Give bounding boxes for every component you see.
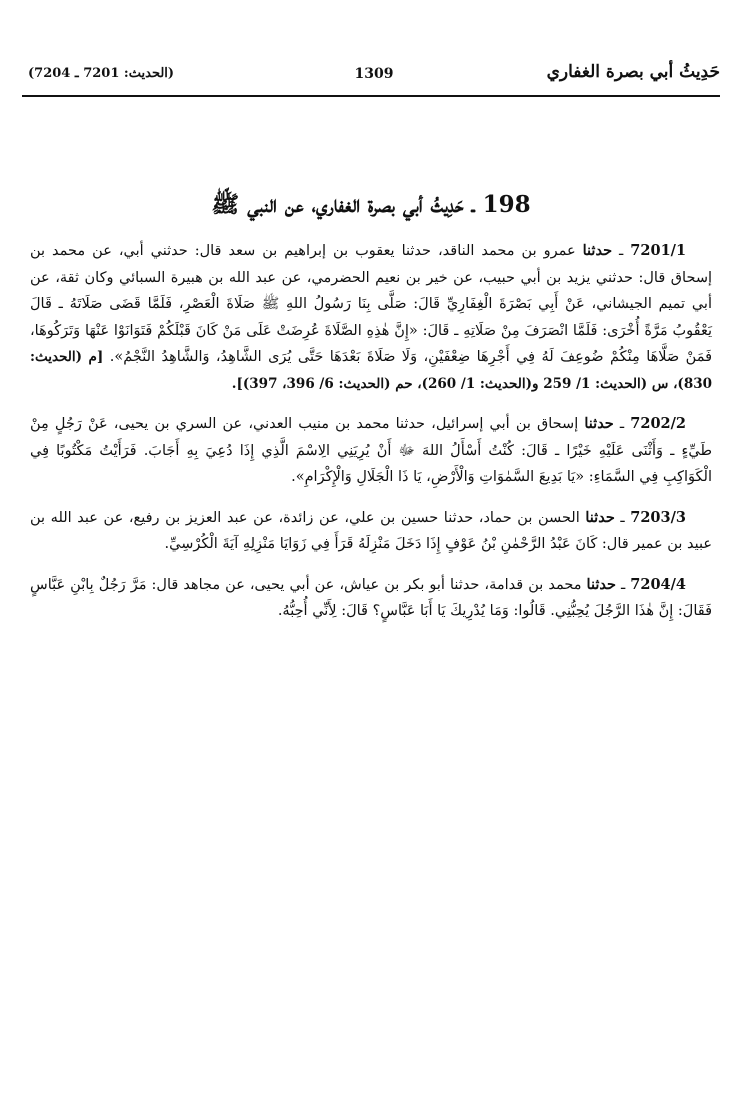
hadith-number: 7204/4 xyxy=(630,575,687,593)
hadith-lead: حدثنا xyxy=(584,415,614,432)
page-header xyxy=(28,62,720,90)
hadith-range: (الحديث: 7201 ـ 7204) xyxy=(28,66,175,81)
hadith-paragraph: 7202/2 ـ حدثنا إسحاق بن أبي إسرائيل، حدثنا محمد بن منيب العدني، عن السري بن يحيى، عَنْ رَجُلٍ مِنْ طَيِّءٍ ـ وَأَثْنَى عَلَيْهِ خَيْرًا ـ قَالَ: كُنْتُ أَسْأَلُ اللهَ ﷻ أَنْ يُرِيَنِي الِاسْمَ الَّذِي إِذَا دُعِيَ بِهِ أَجَابَ. فَرَأَيْتُ مَكْتُوبًا فِي الْكَوَاكِبِ فِي السَّمَاءِ: «يَا بَدِيعَ السَّمٰوَاتِ وَالْأَرْضِ، يَا ذَا الْجَلَالِ وَالْإِكْرَامِ». xyxy=(30,415,712,485)
hadith-paragraph: 7201/1 ـ حدثنا عمرو بن محمد الناقد، حدثنا يعقوب بن إبراهيم بن سعد قال: حدثني أبي، عن محمد بن إسحاق قال: حدثني يزيد بن أبي حبيب، عن خير بن نعيم الحضرمي، عن عبد الله بن هبيرة السبائي وكان ثقة، عن أبي تميم الجيشاني، عَنْ أَبِي بَصْرَةَ الْغِفَارِيِّ قَالَ: صَلَّى بِنَا رَسُولُ اللهِ ﷺ صَلَاةَ الْعَصْرِ، فَلَمَّا قَضَى صَلَاتَهُ ـ قَالَ يَعْقُوبُ مَرَّةً أُخْرَى: فَلَمَّا انْصَرَفَ مِنْ صَلَاتِهِ ـ قَالَ: «إِنَّ هٰذِهِ الصَّلَاةَ عُرِضَتْ عَلَى مَنْ كَانَ قَبْلَكُمْ فَتَوَانَوْا عَنْهَا وَتَرَكُوهَا، فَمَنْ صَلَّاهَا مِنْكُمْ ضُوعِفَ لَهُ فِي أَجْرِهَا ضِعْفَيْنِ، وَلَا صَلَاةَ بَعْدَهَا حَتَّى يُرَى الشَّاهِدُ، وَالشَّاهِدُ النَّجْمُ». [م (الحديث: 830)، س (الحديث: 1/ 259 و(الحديث: 1/ 260)، حم (الحديث: 6/ 396، 397)]. xyxy=(30,242,713,392)
hadith-lead: حدثنا xyxy=(585,508,615,526)
hadith-number: 7201/1 xyxy=(630,242,687,259)
hadith-paragraph: 7204/4 ـ حدثنا محمد بن قدامة، حدثنا أبو بكر بن عياش، عن أبي يحيى، عن مجاهد قال: مَرَّ رَجُلٌ بِابْنِ عَبَّاسٍ فَقَالَ: إِنَّ هٰذَا الرَّجُلَ يُحِبُّنِي. قَالُوا: وَمَا يُدْرِيكَ يَا أَبَا عَبَّاسٍ؟ قَالَ: لِأَنِّي أُحِبُّهُ. xyxy=(30,575,712,619)
hadith-number: 7203/3 xyxy=(630,508,686,526)
hadith-text: محمد بن قدامة، حدثنا أبو بكر بن عياش، عن أبي يحيى، عن مجاهد قال: مَرَّ رَجُلٌ بِابْنِ عَبَّاسٍ فَقَالَ: إِنَّ هٰذَا الرَّجُلَ يُحِبُّنِي. قَالُوا: وَمَا يُدْرِيكَ يَا أَبَا عَبَّاسٍ؟ قَالَ: لِأَنِّي أُحِبُّهُ. xyxy=(30,576,712,619)
hadith-text: إسحاق بن أبي إسرائيل، حدثنا محمد بن منيب العدني، عن السري بن يحيى، عَنْ رَجُلٍ مِنْ طَيِّءٍ ـ وَأَثْنَى عَلَيْهِ خَيْرًا ـ قَالَ: كُنْتُ أَسْأَلُ اللهَ ﷻ أَنْ يُرِيَنِي الِاسْمَ الَّذِي إِذَا دُعِيَ بِهِ أَجَابَ. فَرَأَيْتُ مَكْتُوبًا فِي الْكَوَاكِبِ فِي السَّمَاءِ: «يَا بَدِيعَ السَّمٰوَاتِ وَالْأَرْضِ، يَا ذَا الْجَلَالِ وَالْإِكْرَامِ». xyxy=(30,416,712,485)
hadith-number: 7202/2 xyxy=(630,415,687,432)
hadith-paragraph: 7203/3 ـ حدثنا الحسن بن حماد، حدثنا حسين بن علي، عن زائدة، عن عبد العزيز بن رفيع، عن عبد الله بن عبيد بن عمير قال: كَانَ عَبْدُ الرَّحْمٰنِ بْنُ عَوْفٍ إِذَا دَخَلَ مَنْزِلَهُ قَرَأَ فِي زَوَايَا مَنْزِلِهِ آيَةَ الْكُرْسِيِّ. xyxy=(30,508,712,552)
hadith-text: عمرو بن محمد الناقد، حدثنا يعقوب بن إبراهيم بن سعد قال: حدثني أبي، عن محمد بن إسحاق قال: حدثني يزيد بن أبي حبيب، عن خير بن نعيم الحضرمي، عن عبد الله بن هبيرة السبائي وكان ثقة، عن أبي تميم الجيشاني، عَنْ أَبِي بَصْرَةَ الْغِفَارِيِّ قَالَ: صَلَّى بِنَا رَسُولُ اللهِ ﷺ صَلَاةَ الْعَصْرِ، فَلَمَّا قَضَى صَلَاتَهُ ـ قَالَ يَعْقُوبُ مَرَّةً أُخْرَى: فَلَمَّا انْصَرَفَ مِنْ صَلَاتِهِ ـ قَالَ: «إِنَّ هٰذِهِ الصَّلَاةَ عُرِضَتْ عَلَى مَنْ كَانَ قَبْلَكُمْ فَتَوَانَوْا عَنْهَا وَتَرَكُوهَا، فَمَنْ صَلَّاهَا مِنْكُمْ ضُوعِفَ لَهُ فِي أَجْرِهَا ضِعْفَيْنِ، وَلَا صَلَاةَ بَعْدَهَا حَتَّى يُرَى الشَّاهِدُ، وَالشَّاهِدُ النَّجْمُ». xyxy=(30,243,713,365)
running-title: حَدِيثُ أبي بصرة الغفاري xyxy=(546,62,720,82)
page-number: 1309 xyxy=(354,66,394,82)
hadith-body xyxy=(30,238,712,639)
hadith-reference: [م (الحديث: 830)، س (الحديث: 1/ 259 و(الحديث: 1/ 260)، حم (الحديث: 6/ 396، 397)]. xyxy=(30,349,712,392)
header-divider xyxy=(22,95,720,97)
chapter-title: 198 ـ حَدِيثُ أبي بصرة الغفاري، عن النبي ﷺ xyxy=(211,191,531,218)
hadith-lead: حدثنا xyxy=(586,575,616,593)
hadith-lead: حدثنا xyxy=(582,242,613,259)
hadith-text: الحسن بن حماد، حدثنا حسين بن علي، عن زائدة، عن عبد العزيز بن رفيع، عن عبد الله بن عبيد بن عمير قال: كَانَ عَبْدُ الرَّحْمٰنِ بْنُ عَوْفٍ إِذَا دَخَلَ مَنْزِلَهُ قَرَأَ فِي زَوَايَا مَنْزِلِهِ آيَةَ الْكُرْسِيِّ. xyxy=(30,509,712,552)
